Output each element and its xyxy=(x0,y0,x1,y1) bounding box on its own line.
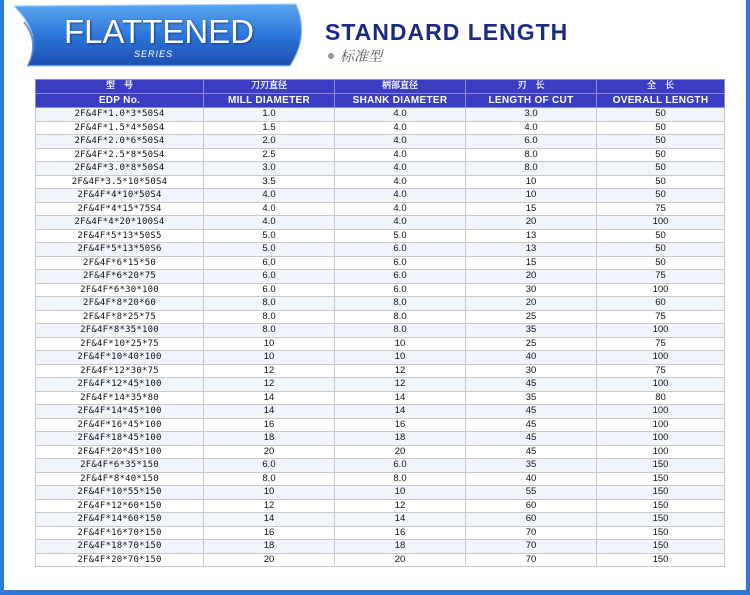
cell-shank-diameter: 8.0 xyxy=(335,297,466,311)
cell-overall-length: 150 xyxy=(597,486,725,500)
cell-shank-diameter: 8.0 xyxy=(335,472,466,486)
cell-length-of-cut: 8.0 xyxy=(466,162,597,176)
header-row-en xyxy=(36,94,725,108)
header-cn-mill-diameter: 刀刃直径 xyxy=(204,80,335,94)
cell-shank-diameter: 6.0 xyxy=(335,283,466,297)
cell-mill-diameter: 18 xyxy=(204,432,335,446)
cell-length-of-cut: 20 xyxy=(466,270,597,284)
cell-length-of-cut: 3.0 xyxy=(466,108,597,122)
cell-length-of-cut: 20 xyxy=(466,216,597,230)
cell-overall-length: 50 xyxy=(597,175,725,189)
cell-edp-no: 2F&4F*16*70*150 xyxy=(36,526,204,540)
cell-length-of-cut: 70 xyxy=(466,540,597,554)
cell-shank-diameter: 10 xyxy=(335,486,466,500)
cell-mill-diameter: 20 xyxy=(204,553,335,567)
table-row xyxy=(36,175,725,189)
cell-shank-diameter: 12 xyxy=(335,378,466,392)
cell-length-of-cut: 70 xyxy=(466,526,597,540)
cell-shank-diameter: 14 xyxy=(335,405,466,419)
cell-mill-diameter: 12 xyxy=(204,378,335,392)
page-title: STANDARD LENGTH xyxy=(325,19,569,45)
bullet-dot-icon xyxy=(328,53,334,59)
table-row xyxy=(36,324,725,338)
cell-length-of-cut: 15 xyxy=(466,202,597,216)
cell-length-of-cut: 4.0 xyxy=(466,121,597,135)
cell-mill-diameter: 12 xyxy=(204,364,335,378)
cell-shank-diameter: 14 xyxy=(335,513,466,527)
cell-edp-no: 2F&4F*6*35*150 xyxy=(36,459,204,473)
cell-length-of-cut: 55 xyxy=(466,486,597,500)
cell-shank-diameter: 4.0 xyxy=(335,108,466,122)
cell-overall-length: 50 xyxy=(597,256,725,270)
cell-mill-diameter: 10 xyxy=(204,486,335,500)
table-row xyxy=(36,486,725,500)
cell-shank-diameter: 20 xyxy=(335,553,466,567)
table-row xyxy=(36,540,725,554)
cell-overall-length: 50 xyxy=(597,189,725,203)
cell-mill-diameter: 16 xyxy=(204,418,335,432)
cell-mill-diameter: 3.0 xyxy=(204,162,335,176)
table-row xyxy=(36,189,725,203)
header-mill-diameter: MILL DIAMETER xyxy=(204,94,335,108)
cell-overall-length: 50 xyxy=(597,135,725,149)
cell-shank-diameter: 4.0 xyxy=(335,162,466,176)
cell-edp-no: 2F&4F*8*25*75 xyxy=(36,310,204,324)
table-row xyxy=(36,243,725,257)
cell-overall-length: 150 xyxy=(597,526,725,540)
cell-edp-no: 2F&4F*10*40*100 xyxy=(36,351,204,365)
cell-length-of-cut: 25 xyxy=(466,310,597,324)
cell-shank-diameter: 4.0 xyxy=(335,189,466,203)
table-row xyxy=(36,162,725,176)
cell-overall-length: 150 xyxy=(597,540,725,554)
cell-overall-length: 150 xyxy=(597,499,725,513)
table-row xyxy=(36,283,725,297)
cell-edp-no: 2F&4F*18*45*100 xyxy=(36,432,204,446)
cell-overall-length: 50 xyxy=(597,148,725,162)
cell-shank-diameter: 18 xyxy=(335,540,466,554)
cell-overall-length: 100 xyxy=(597,418,725,432)
cell-mill-diameter: 12 xyxy=(204,499,335,513)
table-row xyxy=(36,216,725,230)
cell-shank-diameter: 6.0 xyxy=(335,270,466,284)
table-row xyxy=(36,229,725,243)
cell-length-of-cut: 6.0 xyxy=(466,135,597,149)
header-row-cn xyxy=(36,80,725,94)
cell-edp-no: 2F&4F*20*45*100 xyxy=(36,445,204,459)
cell-mill-diameter: 4.0 xyxy=(204,216,335,230)
header-cn-shank-diameter: 柄部直径 xyxy=(335,80,466,94)
cell-shank-diameter: 5.0 xyxy=(335,229,466,243)
cell-edp-no: 2F&4F*6*20*75 xyxy=(36,270,204,284)
cell-shank-diameter: 6.0 xyxy=(335,256,466,270)
table-row xyxy=(36,351,725,365)
cell-mill-diameter: 5.0 xyxy=(204,229,335,243)
table-row xyxy=(36,337,725,351)
cell-mill-diameter: 2.0 xyxy=(204,135,335,149)
cell-shank-diameter: 6.0 xyxy=(335,243,466,257)
cell-overall-length: 100 xyxy=(597,351,725,365)
cell-length-of-cut: 40 xyxy=(466,472,597,486)
cell-length-of-cut: 10 xyxy=(466,175,597,189)
cell-length-of-cut: 45 xyxy=(466,378,597,392)
cell-edp-no: 2F&4F*4*20*100S4 xyxy=(36,216,204,230)
cell-edp-no: 2F&4F*6*15*50 xyxy=(36,256,204,270)
cell-edp-no: 2F&4F*16*45*100 xyxy=(36,418,204,432)
cell-shank-diameter: 20 xyxy=(335,445,466,459)
cell-edp-no: 2F&4F*12*60*150 xyxy=(36,499,204,513)
cell-overall-length: 75 xyxy=(597,202,725,216)
cell-overall-length: 150 xyxy=(597,459,725,473)
header-shank-diameter: SHANK DIAMETER xyxy=(335,94,466,108)
cell-edp-no: 2F&4F*14*35*80 xyxy=(36,391,204,405)
cell-length-of-cut: 15 xyxy=(466,256,597,270)
cell-overall-length: 100 xyxy=(597,445,725,459)
cell-length-of-cut: 25 xyxy=(466,337,597,351)
cell-edp-no: 2F&4F*6*30*100 xyxy=(36,283,204,297)
cell-shank-diameter: 4.0 xyxy=(335,216,466,230)
table-row xyxy=(36,459,725,473)
cell-edp-no: 2F&4F*10*55*150 xyxy=(36,486,204,500)
cell-length-of-cut: 35 xyxy=(466,324,597,338)
table-row xyxy=(36,418,725,432)
cell-edp-no: 2F&4F*8*40*150 xyxy=(36,472,204,486)
table-row xyxy=(36,121,725,135)
cell-overall-length: 100 xyxy=(597,405,725,419)
banner-subtitle: SERIES xyxy=(134,49,174,59)
cell-length-of-cut: 13 xyxy=(466,229,597,243)
cell-shank-diameter: 8.0 xyxy=(335,310,466,324)
cell-length-of-cut: 20 xyxy=(466,297,597,311)
cell-edp-no: 2F&4F*18*70*150 xyxy=(36,540,204,554)
table-row xyxy=(36,256,725,270)
cell-length-of-cut: 10 xyxy=(466,189,597,203)
cell-shank-diameter: 4.0 xyxy=(335,202,466,216)
cell-length-of-cut: 30 xyxy=(466,364,597,378)
cell-length-of-cut: 45 xyxy=(466,445,597,459)
table-row xyxy=(36,297,725,311)
cell-edp-no: 2F&4F*1.0*3*50S4 xyxy=(36,108,204,122)
cell-mill-diameter: 10 xyxy=(204,337,335,351)
cell-mill-diameter: 6.0 xyxy=(204,459,335,473)
cell-edp-no: 2F&4F*12*30*75 xyxy=(36,364,204,378)
cell-shank-diameter: 4.0 xyxy=(335,175,466,189)
header-cn-model: 型 号 xyxy=(36,80,204,94)
table-row xyxy=(36,553,725,567)
cell-mill-diameter: 14 xyxy=(204,405,335,419)
cell-length-of-cut: 40 xyxy=(466,351,597,365)
page-subtitle: 标准型 xyxy=(340,49,382,65)
cell-overall-length: 50 xyxy=(597,108,725,122)
cell-mill-diameter: 3.5 xyxy=(204,175,335,189)
cell-mill-diameter: 4.0 xyxy=(204,189,335,203)
table-row xyxy=(36,513,725,527)
cell-overall-length: 75 xyxy=(597,310,725,324)
cell-shank-diameter: 16 xyxy=(335,418,466,432)
cell-mill-diameter: 4.0 xyxy=(204,202,335,216)
cell-length-of-cut: 60 xyxy=(466,499,597,513)
cell-overall-length: 150 xyxy=(597,513,725,527)
table-row xyxy=(36,526,725,540)
cell-length-of-cut: 13 xyxy=(466,243,597,257)
cell-edp-no: 2F&4F*8*35*100 xyxy=(36,324,204,338)
cell-shank-diameter: 16 xyxy=(335,526,466,540)
cell-shank-diameter: 12 xyxy=(335,499,466,513)
cell-overall-length: 150 xyxy=(597,472,725,486)
cell-edp-no: 2F&4F*12*45*100 xyxy=(36,378,204,392)
cell-mill-diameter: 14 xyxy=(204,391,335,405)
cell-edp-no: 2F&4F*14*60*150 xyxy=(36,513,204,527)
cell-mill-diameter: 5.0 xyxy=(204,243,335,257)
cell-edp-no: 2F&4F*3.0*8*50S4 xyxy=(36,162,204,176)
table-row xyxy=(36,472,725,486)
cell-mill-diameter: 20 xyxy=(204,445,335,459)
cell-edp-no: 2F&4F*1.5*4*50S4 xyxy=(36,121,204,135)
cell-overall-length: 100 xyxy=(597,324,725,338)
cell-mill-diameter: 1.0 xyxy=(204,108,335,122)
cell-length-of-cut: 60 xyxy=(466,513,597,527)
cell-shank-diameter: 12 xyxy=(335,364,466,378)
cell-edp-no: 2F&4F*5*13*50S5 xyxy=(36,229,204,243)
cell-overall-length: 100 xyxy=(597,283,725,297)
cell-mill-diameter: 8.0 xyxy=(204,310,335,324)
table-row xyxy=(36,108,725,122)
cell-shank-diameter: 10 xyxy=(335,351,466,365)
cell-overall-length: 100 xyxy=(597,378,725,392)
cell-length-of-cut: 35 xyxy=(466,459,597,473)
table-row xyxy=(36,148,725,162)
cell-shank-diameter: 8.0 xyxy=(335,324,466,338)
table-row xyxy=(36,405,725,419)
table-row xyxy=(36,364,725,378)
header-length-of-cut: LENGTH OF CUT xyxy=(466,94,597,108)
cell-edp-no: 2F&4F*5*13*50S6 xyxy=(36,243,204,257)
cell-shank-diameter: 4.0 xyxy=(335,148,466,162)
cell-edp-no: 2F&4F*4*15*75S4 xyxy=(36,202,204,216)
cell-length-of-cut: 45 xyxy=(466,418,597,432)
cell-mill-diameter: 6.0 xyxy=(204,270,335,284)
cell-edp-no: 2F&4F*20*70*150 xyxy=(36,553,204,567)
cell-overall-length: 60 xyxy=(597,297,725,311)
spec-table xyxy=(35,79,725,567)
cell-mill-diameter: 14 xyxy=(204,513,335,527)
header-cn-length-of-cut: 刃 长 xyxy=(466,80,597,94)
cell-overall-length: 100 xyxy=(597,432,725,446)
table-row xyxy=(36,378,725,392)
cell-length-of-cut: 8.0 xyxy=(466,148,597,162)
cell-mill-diameter: 6.0 xyxy=(204,283,335,297)
cell-shank-diameter: 10 xyxy=(335,337,466,351)
table-row xyxy=(36,310,725,324)
cell-length-of-cut: 70 xyxy=(466,553,597,567)
banner-title: FLATTENED xyxy=(64,13,255,50)
cell-shank-diameter: 4.0 xyxy=(335,135,466,149)
cell-overall-length: 50 xyxy=(597,162,725,176)
cell-overall-length: 50 xyxy=(597,121,725,135)
cell-shank-diameter: 6.0 xyxy=(335,459,466,473)
cell-overall-length: 80 xyxy=(597,391,725,405)
cell-mill-diameter: 8.0 xyxy=(204,297,335,311)
cell-edp-no: 2F&4F*4*10*50S4 xyxy=(36,189,204,203)
cell-overall-length: 150 xyxy=(597,553,725,567)
cell-mill-diameter: 6.0 xyxy=(204,256,335,270)
cell-overall-length: 75 xyxy=(597,270,725,284)
table-row xyxy=(36,270,725,284)
cell-mill-diameter: 8.0 xyxy=(204,472,335,486)
cell-mill-diameter: 2.5 xyxy=(204,148,335,162)
cell-edp-no: 2F&4F*3.5*10*50S4 xyxy=(36,175,204,189)
cell-overall-length: 100 xyxy=(597,216,725,230)
table-row xyxy=(36,202,725,216)
cell-length-of-cut: 45 xyxy=(466,432,597,446)
cell-edp-no: 2F&4F*10*25*75 xyxy=(36,337,204,351)
cell-length-of-cut: 35 xyxy=(466,391,597,405)
cell-overall-length: 75 xyxy=(597,364,725,378)
table-row xyxy=(36,135,725,149)
cell-edp-no: 2F&4F*2.5*8*50S4 xyxy=(36,148,204,162)
table-row xyxy=(36,391,725,405)
cell-shank-diameter: 18 xyxy=(335,432,466,446)
cell-mill-diameter: 8.0 xyxy=(204,324,335,338)
cell-shank-diameter: 14 xyxy=(335,391,466,405)
table-row xyxy=(36,432,725,446)
cell-length-of-cut: 45 xyxy=(466,405,597,419)
series-banner xyxy=(14,2,310,70)
cell-mill-diameter: 10 xyxy=(204,351,335,365)
cell-mill-diameter: 18 xyxy=(204,540,335,554)
table-row xyxy=(36,445,725,459)
cell-overall-length: 50 xyxy=(597,229,725,243)
table-row xyxy=(36,499,725,513)
cell-edp-no: 2F&4F*14*45*100 xyxy=(36,405,204,419)
header-cn-overall-length: 全 长 xyxy=(597,80,725,94)
cell-length-of-cut: 30 xyxy=(466,283,597,297)
cell-edp-no: 2F&4F*2.0*6*50S4 xyxy=(36,135,204,149)
cell-shank-diameter: 4.0 xyxy=(335,121,466,135)
cell-edp-no: 2F&4F*8*20*60 xyxy=(36,297,204,311)
cell-mill-diameter: 16 xyxy=(204,526,335,540)
header-overall-length: OVERALL LENGTH xyxy=(597,94,725,108)
cell-mill-diameter: 1.5 xyxy=(204,121,335,135)
cell-overall-length: 75 xyxy=(597,337,725,351)
cell-overall-length: 50 xyxy=(597,243,725,257)
header-edp-no: EDP No. xyxy=(36,94,204,108)
